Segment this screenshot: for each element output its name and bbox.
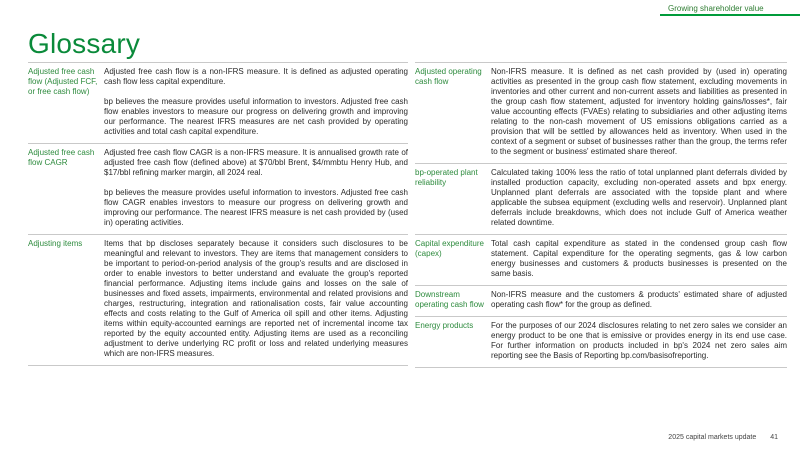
definition-paragraph: For the purposes of our 2024 disclosures relating to net zero sales we consider an energy product to be one that is emissive or provides energy in its end use case. For further information on products included in bp's 2024 net zero sales aim reporting see the Basis of Reporting bp.com/basisofreporting. xyxy=(491,321,787,360)
glossary-term: Downstream operating cash flow xyxy=(415,290,484,309)
definition-paragraph: Calculated taking 100% less the ratio of total unplanned plant deferrals divided by installed production capacity, excluding non-operated assets and bpx energy. Unplanned plant deferrals are associated with the topside plant and where applicable the subsea equipment (excluding wells and reservoir). Unplanned plant deferrals include breakdowns, which does not include Gulf of America weather related downtime. xyxy=(491,168,787,227)
glossary-term: Energy products xyxy=(415,321,474,330)
glossary-definition xyxy=(491,290,787,310)
definition-paragraph: Total cash capital expenditure as stated in the condensed group cash flow statement. Capital expenditure for the operating segments, gas & low carbon energy businesses and customers & products businesses is presented on the same basis. xyxy=(491,239,787,278)
glossary-term: Adjusted operating cash flow xyxy=(415,67,482,86)
definition-paragraph: Adjusted free cash flow CAGR is a non-IFRS measure. It is annualised growth rate of adjusted free cash flow (defined above) at $70/bbl Brent, $4/mmbtu Henry Hub, and $17/bbl refining marker margin, all 2024 real. xyxy=(104,148,408,177)
definition-paragraph: Non-IFRS measure. It is defined as net cash provided by (used in) operating activities as presented in the group cash flow statement, excluding movements in inventories and other current and non-current assets and liabilities as presented in the group cash flow statement, adjusted for inventory holding gains/losses*, fair value accounting effects (FVAEs) relating to subsidiaries and other adjusting items relating to the non-cash movement of US emissions obligations carried as a provision that will be settled by allowances held as inventory. When used in the context of a segment or subset of businesses rather than the group, the terms refer to the segment or business' estimated share thereof. xyxy=(491,67,787,156)
glossary-entry xyxy=(28,143,408,234)
glossary-column-right xyxy=(415,62,787,368)
glossary-definition xyxy=(491,239,787,279)
definition-paragraph: Adjusted free cash flow is a non-IFRS measure. It is defined as adjusted operating cash flow less capital expenditure. xyxy=(104,67,408,86)
glossary-entry xyxy=(415,234,787,285)
glossary-entry xyxy=(415,316,787,368)
glossary-definition xyxy=(104,67,408,137)
page-title: Glossary xyxy=(28,28,141,59)
glossary-entry xyxy=(415,62,787,163)
glossary-definition xyxy=(104,148,408,228)
glossary-definition xyxy=(491,67,787,157)
page-footer xyxy=(668,434,778,441)
glossary-entry xyxy=(28,62,408,143)
definition-paragraph: bp believes the measure provides useful information to investors. Adjusted free cash flow CAGR enables investors to measure our progress on delivering growth and improving our performance. The nearest IFRS measure is net cash provided by (used in) operating activities. xyxy=(104,188,408,227)
glossary-column-left xyxy=(28,62,408,366)
glossary-entry xyxy=(415,163,787,234)
glossary-definition xyxy=(491,168,787,228)
glossary-definition xyxy=(104,239,408,359)
glossary-term: Adjusted free cash flow (Adjusted FCF, or free cash flow) xyxy=(28,67,98,96)
glossary-term: Adjusting items xyxy=(28,239,83,248)
glossary-term: Capital expenditure (capex) xyxy=(415,239,484,258)
footer-doc-title: 2025 capital markets update xyxy=(668,434,757,441)
section-tag: Growing shareholder value xyxy=(660,0,800,16)
glossary-term: bp-operated plant reliability xyxy=(415,168,478,187)
glossary-entry xyxy=(28,234,408,366)
page-number: 41 xyxy=(770,434,778,441)
definition-paragraph: bp believes the measure provides useful information to investors. Adjusted free cash flow enables investors to measure our progress on delivering growth and improving our performance. The nearest IFRS measures are net cash provided by operating activities and total cash capital expenditure. xyxy=(104,97,408,136)
glossary-definition xyxy=(491,321,787,361)
definition-paragraph: Non-IFRS measure and the customers & products' estimated share of adjusted operating cash flow* for the group as defined. xyxy=(491,290,787,309)
glossary-term: Adjusted free cash flow CAGR xyxy=(28,148,95,167)
definition-paragraph: Items that bp discloses separately because it considers such disclosures to be meaningful and relevant to investors. They are items that management considers to be important to period-on-period analysis of the group's results and are disclosed in order to enable investors to better understand and evaluate the group's reported financial performance. Adjusting items include gains and losses on the sale of businesses and fixed assets, impairments, environmental and related provisions and charges, restructuring, integration and rationalisation costs, fair value accounting effects and costs relating to the Gulf of America oil spill and other items. Adjusting items within equity-accounted earnings are reported net of incremental income tax reported by the equity accounted entity. Adjusting items are used as a reconciling adjustment to derive underlying RC profit or loss and related underlying measures which are non-IFRS measures. xyxy=(104,239,408,358)
glossary-entry xyxy=(415,285,787,316)
